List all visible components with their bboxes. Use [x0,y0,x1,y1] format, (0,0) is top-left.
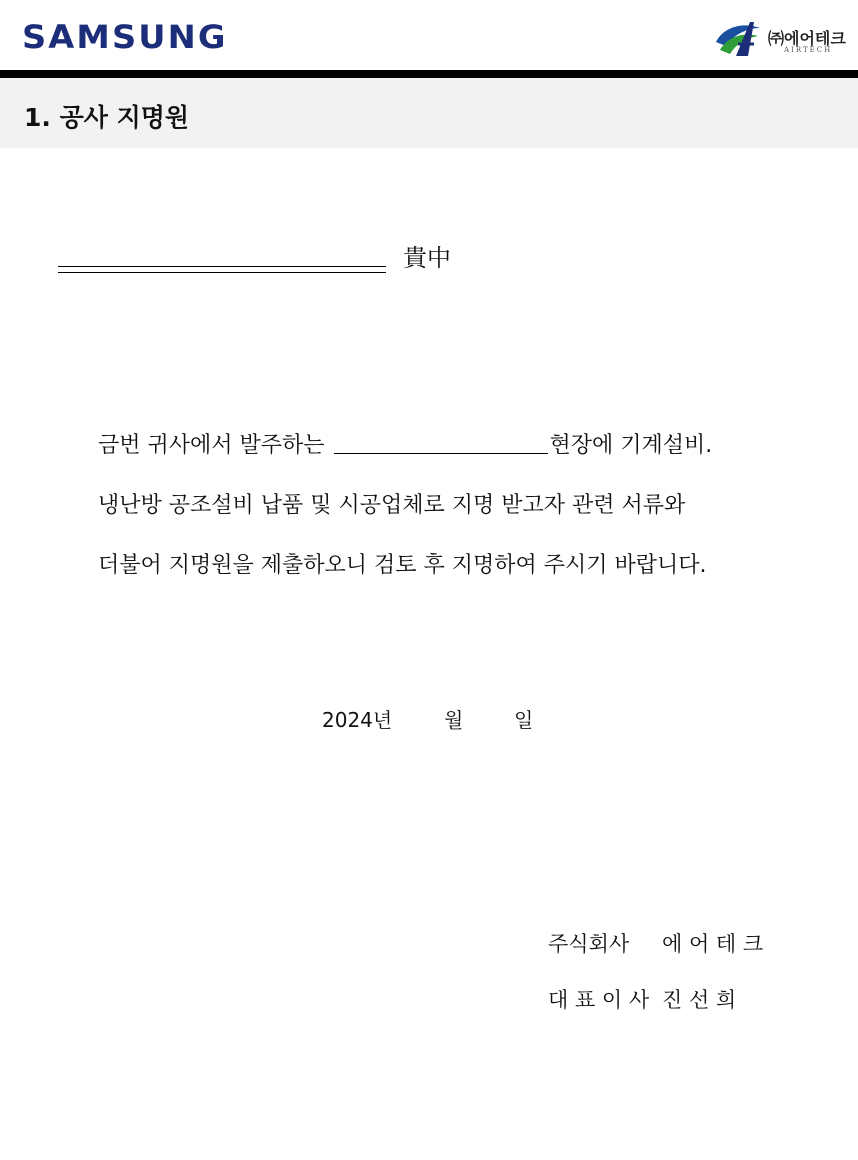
recipient-blank-line [58,266,386,273]
airtech-name: ㈜에어테크 [768,29,846,48]
body-line-1-before: 금번 귀사에서 발주하는 [98,433,325,458]
date-day: 일 [514,708,534,732]
recipient-suffix: 貴中 [403,244,451,272]
signature-representative [548,984,736,1014]
site-blank-line [334,429,548,454]
section-title: 1. 공사 지명원 [24,103,190,132]
samsung-logo: SAMSUNG [22,18,228,56]
title-label: 대 표 이 사 [548,988,650,1012]
page-header [0,0,858,70]
body-line-3: 더불어 지명원을 제출하오니 검토 후 지명하여 주시기 바랍니다. [98,553,707,578]
signature-company [548,928,763,958]
date-year: 2024년 [322,708,393,732]
airtech-subtitle: AIRTECH [784,46,833,54]
date-line [322,704,533,733]
person-name: 진 선 희 [662,988,737,1012]
company-label: 주식회사 [548,932,630,956]
body-line-1-after: 현장에 기계설비. [549,433,713,458]
date-month: 월 [444,708,464,732]
recipient-block [58,236,478,276]
header-divider [0,70,858,78]
airtech-emblem-icon [714,16,768,60]
section-header [0,78,858,148]
body-line-1 [98,428,712,459]
body-line-2: 냉난방 공조설비 납품 및 시공업체로 지명 받고자 관련 서류와 [98,493,686,518]
company-name: 에 어 테 크 [662,932,764,956]
airtech-logo [714,16,848,60]
